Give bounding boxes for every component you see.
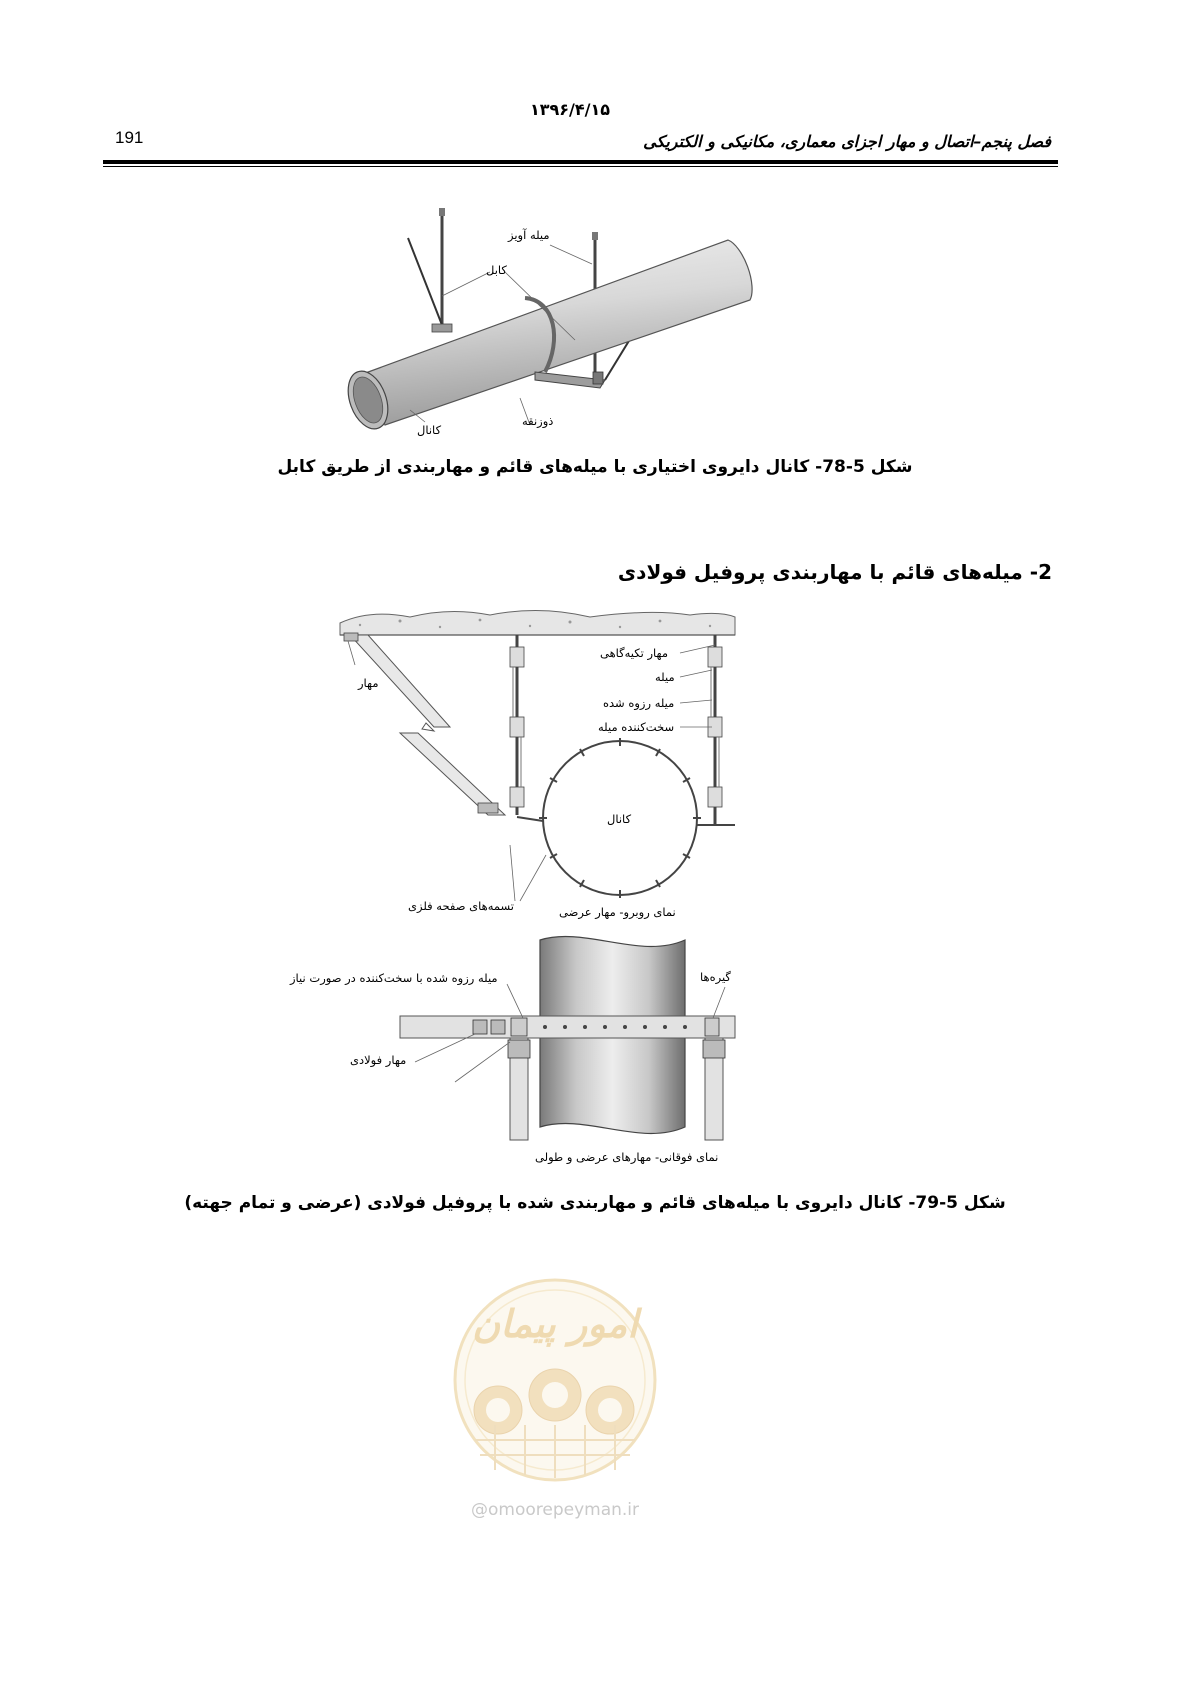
figure-79-top-view (395, 932, 740, 1147)
label-front-view: نمای روبرو- مهار عرضی (559, 905, 676, 919)
watermark-site: @omoorepeyman.ir (470, 1500, 640, 1520)
figure-79-caption: شکل 5-79- کانال دایروی با میله‌های قائم و مهاربندی شده با پروفیل فولادی (عرضی و تمام جهته) (184, 1193, 1006, 1213)
watermark-logo (440, 1275, 670, 1485)
label-trapeze: ذوزنقه (522, 414, 554, 428)
figure-78-caption: شکل 5-78- کانال دایروی اختیاری با میله‌های قائم و مهاربندی از طریق کابل (277, 457, 913, 477)
label-duct: کانال (417, 423, 442, 437)
section-heading: 2- میله‌های قائم با مهاربندی پروفیل فولادی (617, 560, 1052, 584)
label-rod-stiffener: سخت‌کننده میله (598, 720, 675, 734)
chapter-title: فصل پنجم–اتصال و مهار اجزای معماری، مکانیکی و الکتریکی (643, 132, 1051, 151)
figure-78-duct-cable-bracing (330, 200, 770, 445)
label-brace: مهار (358, 676, 379, 690)
watermark-logo-text: امور پیمان (472, 1302, 638, 1346)
page-number: 191 (115, 128, 144, 147)
label-support-anchor: مهار تکیه‌گاهی (600, 646, 668, 660)
document-date: ۱۳۹۶/۴/۱۵ (529, 100, 611, 119)
figure-79-front-view (330, 605, 750, 905)
label-clamps: گیره‌ها (700, 970, 731, 984)
label-top-view: نمای فوقانی- مهارهای عرضی و طولی (535, 1150, 719, 1164)
header-rule-thin (103, 166, 1058, 167)
label-threaded-rod-stiffener: میله رزوه شده با سخت‌کننده در صورت نیاز (290, 971, 498, 985)
label-metal-straps: تسمه‌های صفحه فلزی (408, 899, 514, 913)
label-cable: کابل (486, 263, 507, 277)
header-rule-thick (103, 160, 1058, 164)
label-hanger-rod: میله آویز (508, 228, 550, 242)
label-duct-front: کانال (607, 812, 632, 826)
label-steel-brace: مهار فولادی (350, 1053, 407, 1067)
label-rod: میله (655, 670, 675, 684)
label-threaded-rod: میله رزوه شده (603, 696, 675, 710)
